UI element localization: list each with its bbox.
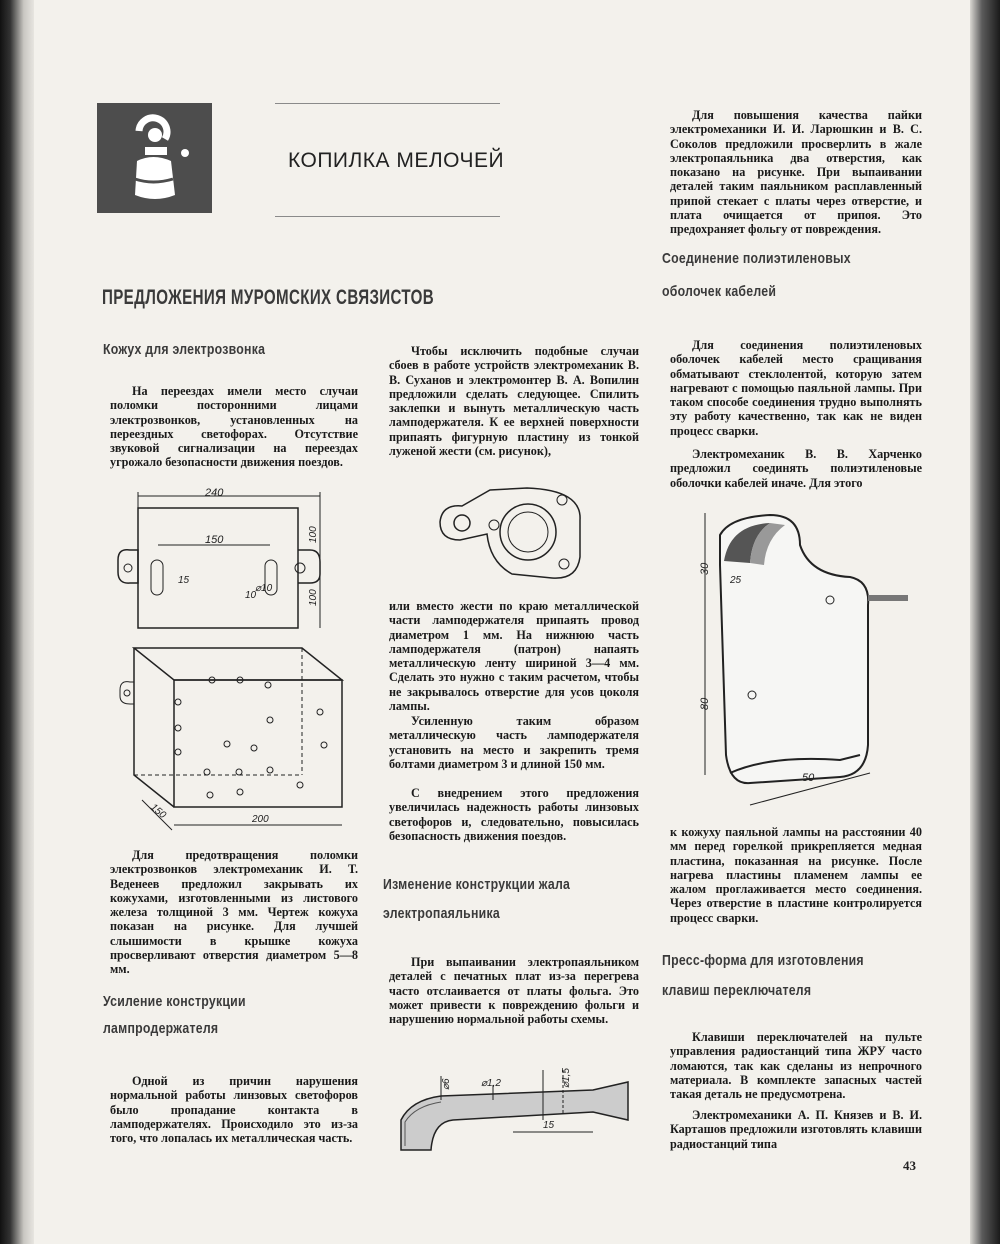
col1-paragraph-2: Для предотвращения поломки электрозвонков электромеханик И. Т. Веденеев предложил закрывать их кожухами, изготовленными из листового железа толщиной 3 мм. Чертеж кожуха показан на рисунке. Для лучшей слышимости в крышке кожуха просверливают отверстия диаметром 5—8 мм. <box>110 848 358 977</box>
page-binding-shadow <box>0 0 34 1244</box>
lamp-holder-plate-drawing <box>432 482 592 592</box>
dim-200: 200 <box>252 814 269 825</box>
dim-50: 50 <box>802 772 815 784</box>
heading-soldering-tip-b: электропаяльника <box>383 905 500 922</box>
dim-25: 25 <box>730 575 742 586</box>
col1-paragraph-3: Одной из причин нарушения нормальной работы линзовых светофоров было пропадание контакта в ламподержателях. Происходило это из-за того, что лопалась их металлическая часть. <box>110 1074 358 1146</box>
dim-phi10: ⌀10 <box>255 583 273 594</box>
coin-jar-icon <box>97 103 212 213</box>
header-rule-top <box>275 103 500 104</box>
col2-paragraph-1: Чтобы исключить подобные случаи сбоев в работе устройств электромеханик В. В. Суханов и электромонтер В. А. Вопилин предложили сделать следующее. Спилить заклепки и вынуть металлическую часть ламподержателя. К ее верхней поверхности припаять фигурную пластину из тонкой луженой жести (см. рисунок), <box>389 344 639 459</box>
dim-phi1-5: ⌀1,5 <box>561 1068 572 1088</box>
col3-paragraph-6: Электромеханики А. П. Князев и В. И. Карташов предложили изготовлять клавиши радиостанций типа <box>670 1108 922 1151</box>
col2-paragraph-5: При выпаивании электропаяльником деталей с печатных плат из-за перегрева часто отслаивается от платы фольга. Это может привести к повреждению фольги и нарушению нормальной работы схемы. <box>389 955 639 1027</box>
col3-paragraph-4: к кожуху паяльной лампы на расстоянии 40 мм перед горелкой прикрепляется медная пластина, показанная на рисунке. После нагрева пластины пламенем лампы ее жалом проглаживается место соединения. Через отверстие в пластине контролируется процесс сварки. <box>670 825 922 925</box>
bell-cover-3d-drawing <box>112 640 352 840</box>
page-edge-shadow <box>970 0 1000 1244</box>
dim-phi6: ⌀6 <box>441 1078 452 1090</box>
dim-15: 15 <box>178 575 190 586</box>
dim-240: 240 <box>205 488 224 499</box>
col3-paragraph-3: Электромеханик В. В. Харченко предложил соединять полиэтиленовые оболочки кабелей иначе. Для этого <box>670 447 922 490</box>
col3-paragraph-5: Клавиши переключателей на пульте управления радиостанций типа ЖРУ часто ломаются, так как сделаны из непрочного материала. В комплекте запасных частей такая деталь не предусмотрена. <box>670 1030 922 1102</box>
heading-press-form-b: клавиш переключателя <box>662 982 812 999</box>
bell-cover-flat-drawing <box>110 488 350 638</box>
col1-paragraph-1: На переездах имели место случаи поломки посторонними лицами электрозвонков, установленных на переездных светофорах. Отсутствие звуковой сигнализации на переездах угрожало безопасности движения поездов. <box>110 384 358 470</box>
dim-80: 80 <box>699 697 711 710</box>
dim-phi1-2: ⌀1,2 <box>481 1078 501 1089</box>
header-rule-bottom <box>275 216 500 217</box>
soldering-tip-drawing <box>393 1060 638 1160</box>
heading-cable-joint-b: оболочек кабелей <box>662 283 777 300</box>
page-number: 43 <box>903 1158 916 1173</box>
dim-150: 150 <box>205 534 224 546</box>
col3-paragraph-1: Для повышения качества пайки электромеханики И. И. Ларюшкин и В. С. Соколов предложили просверлить в жале электропаяльника два отверстия, как показано на рисунке. При выпаивании деталей таким паяльником расплавленный припой стекает с платы через отверстие, и плата очищается от припоя. Это предохраняет фольгу от повреждения. <box>670 108 922 237</box>
section-title: КОПИЛКА МЕЛОЧЕЙ <box>288 149 505 172</box>
heading-holder-a: Усиление конструкции <box>103 993 246 1010</box>
heading-cable-joint-a: Соединение полиэтиленовых <box>662 250 851 267</box>
section-logo <box>97 103 212 213</box>
article-title: ПРЕДЛОЖЕНИЯ МУРОМСКИХ СВЯЗИСТОВ <box>102 286 435 309</box>
heading-holder-b: лампродержателя <box>103 1020 219 1037</box>
heading-press-form-a: Пресс-форма для изготовления <box>662 952 864 969</box>
heading-soldering-tip-a: Изменение конструкции жала <box>383 876 571 893</box>
dim-100b: 100 <box>308 589 319 606</box>
dim-150-depth: 150 <box>148 801 168 822</box>
col2-paragraph-4: С внедрением этого предложения увеличилась надежность работы линзовых светофоров и, следовательно, повысилась безопасность движения поездов. <box>389 786 639 843</box>
col3-paragraph-2: Для соединения полиэтиленовых оболочек кабелей место сращивания обматывают стеклолентой, которую затем нагревают с помощью паяльной лампы. При таком способе соединения трудно выполнять эту работу качественно, так как не виден процесс сварки. <box>670 338 922 438</box>
copper-plate-drawing <box>690 505 920 815</box>
dim-10: 10 <box>245 590 257 601</box>
col2-paragraph-3: Усиленную таким образом металлическую часть ламподержателя установить на место и закрепить тремя болтами диаметром 3 и длиной 150 мм. <box>389 714 639 771</box>
dim-100a: 100 <box>308 526 319 543</box>
heading-bell-cover: Кожух для электрозвонка <box>103 341 266 358</box>
dim-30: 30 <box>699 562 711 575</box>
col2-paragraph-2: или вместо жести по краю металлической части ламподержателя припаять провод диаметром 1 мм. На нижнюю часть ламподержателя (патрон) напаять металлическую ленту шириной 3—4 мм. Сделать это нужно с таким расчетом, чтобы не закрывалось отверстие для усов цоколя лампы. <box>389 599 639 714</box>
dim-15-tip: 15 <box>543 1120 555 1131</box>
